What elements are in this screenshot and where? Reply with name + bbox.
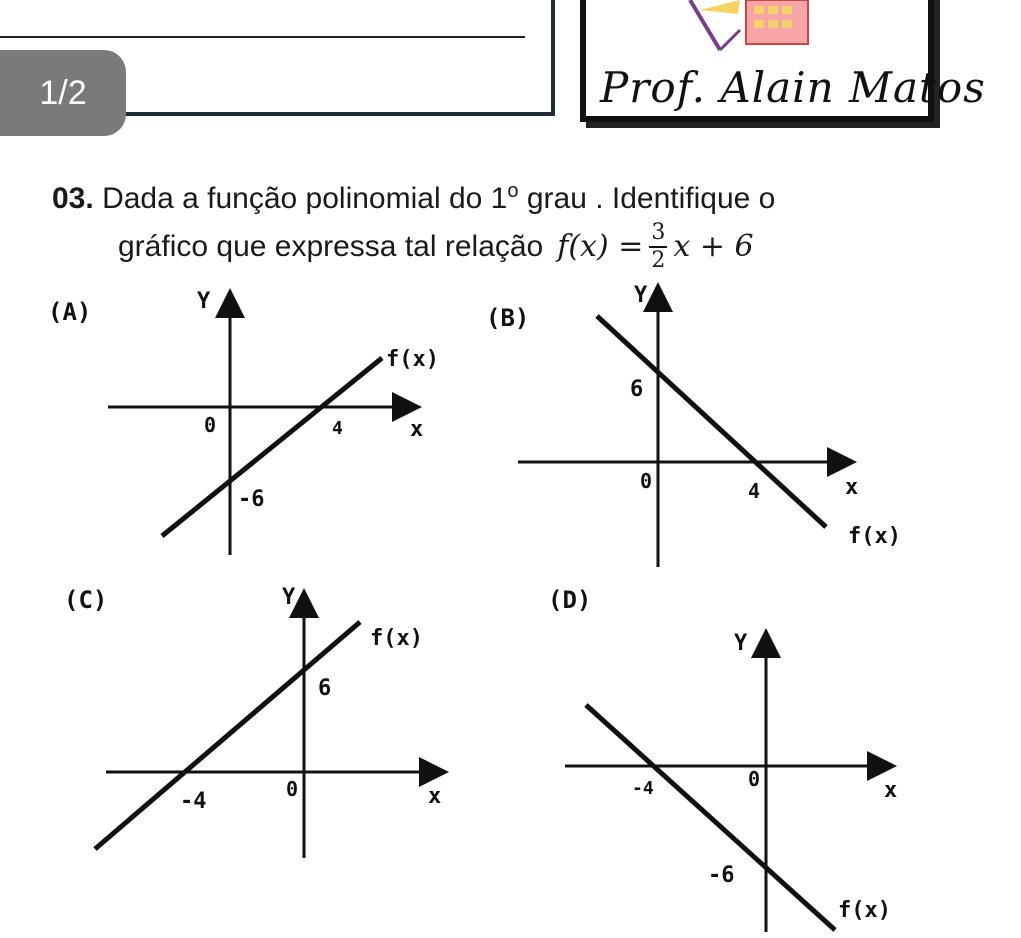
graph-b-x-mark: 4 bbox=[748, 479, 761, 503]
degree-sup: o bbox=[507, 180, 519, 202]
graph-a-x-mark: 4 bbox=[332, 418, 343, 439]
graph-b-label: (B) bbox=[486, 304, 530, 332]
formula-num: 3 bbox=[651, 220, 666, 245]
graph-c-fx: f(x) bbox=[370, 626, 423, 651]
question-text-b: grau . Identifique o bbox=[526, 182, 776, 215]
graph-b-fx: f(x) bbox=[848, 524, 901, 549]
graph-d-line bbox=[586, 705, 835, 930]
graph-d-fx: f(x) bbox=[838, 898, 891, 923]
graph-d-label: (D) bbox=[548, 586, 592, 614]
graph-a-origin: 0 bbox=[204, 413, 217, 437]
graph-a-y-mark: -6 bbox=[238, 487, 265, 512]
graph-a-label: (A) bbox=[48, 298, 92, 326]
graph-d-x-label: x bbox=[884, 778, 898, 803]
graph-d-origin: 0 bbox=[748, 767, 761, 791]
graph-c-x-label: x bbox=[428, 784, 442, 809]
graph-b-origin: 0 bbox=[640, 469, 653, 493]
question-text-a: Dada a função polinomial do bbox=[102, 182, 483, 215]
graph-a bbox=[48, 289, 439, 555]
page-indicator: 1/2 bbox=[0, 50, 126, 136]
question-number: 03. bbox=[52, 182, 94, 215]
graph-d-x-mark: -4 bbox=[632, 778, 654, 799]
graph-c bbox=[64, 585, 441, 858]
graph-a-line bbox=[162, 358, 382, 536]
graph-c-line bbox=[95, 622, 360, 849]
graph-a-fx: f(x) bbox=[386, 347, 439, 372]
graph-a-x-label: x bbox=[410, 417, 424, 442]
graph-c-origin: 0 bbox=[286, 777, 299, 801]
formula-lhs: f(x) = bbox=[557, 229, 644, 264]
graph-b-x-label: x bbox=[845, 475, 859, 500]
graph-c-y-mark: 6 bbox=[318, 676, 332, 701]
graph-a-y-label: Y bbox=[197, 289, 211, 314]
formula-den: 2 bbox=[651, 248, 666, 273]
degree-number: 1 bbox=[490, 182, 508, 215]
graph-b-y-mark: 6 bbox=[630, 377, 644, 402]
graph-b-y-label: Y bbox=[634, 283, 648, 308]
question-text-line2: gráfico que expressa tal relação bbox=[118, 230, 544, 263]
graph-c-label: (C) bbox=[64, 586, 108, 614]
graph-d-y-mark: -6 bbox=[708, 863, 735, 888]
graph-d-y-label: Y bbox=[734, 631, 748, 656]
formula-rhs: x + 6 bbox=[673, 229, 754, 264]
graph-d bbox=[548, 586, 897, 932]
graph-b-line bbox=[597, 316, 826, 527]
graph-b bbox=[486, 283, 901, 567]
graph-c-y-label: Y bbox=[282, 585, 296, 610]
graph-c-x-mark: -4 bbox=[180, 789, 207, 814]
logo-name: Prof. Alain Matos bbox=[600, 63, 986, 112]
